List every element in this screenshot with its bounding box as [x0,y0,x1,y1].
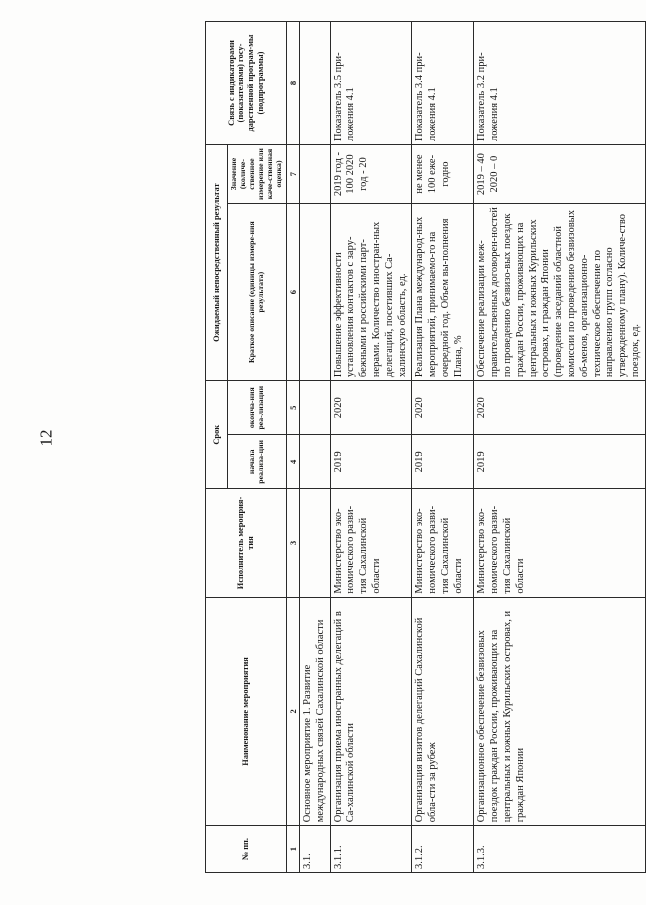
col-number: 8 [286,22,299,145]
row-end [300,381,331,435]
col-number: 3 [286,489,299,597]
col-number: 1 [286,826,299,873]
header-term-start: начала реализа-ции [228,435,287,489]
row-name: Основное мероприятие 1. Развитие международных связей Сахалинской области [300,597,331,826]
row-desc: Реализация Плана международ-ных мероприятий, принимаемо-го на очередной год. Объем вы-полнения Плана, % [412,204,474,381]
row-value: 2019 год - 100 2020 год - 20 [330,145,412,204]
row-name: Организация визитов делегаций Сахалинской обла-сти за рубеж [412,597,474,826]
row-link: Показатель 3.4 при-ложения 4.1 [412,22,474,145]
header-link: Связь с индикаторами (показателями) госу-дарственной програм-мы (подпрограммы) [206,22,287,145]
col-number: 2 [286,597,299,826]
column-number-row [286,22,299,873]
row-end: 2020 [330,381,412,435]
row-name: Организационное обеспечение безвизовых поездок граждан России, проживающих на центральных и южных Курильских островах, и граждан Японии [474,597,645,826]
row-desc [300,204,331,381]
row-executor: Министерство эко-номического разви-тия Сахалинской области [412,489,474,597]
row-value: 2019 – 40 2020 – 0 [474,145,645,204]
header-term: Срок [206,381,228,489]
header-result-value: Значение (количе-ственное измерение или каче-ственная оценка) [228,145,287,204]
col-number: 5 [286,381,299,435]
table-row [330,22,412,873]
row-value: не менее 100 еже-годно [412,145,474,204]
row-end: 2020 [474,381,645,435]
header-term-end: оконча-ния реа-лизации [228,381,287,435]
table-row [474,22,645,873]
row-link [300,22,331,145]
table-row [412,22,474,873]
row-executor [300,489,331,597]
row-start: 2019 [412,435,474,489]
header-result: Ожидаемый непосредственный результат [206,145,228,381]
row-num: 3.1.3. [474,826,645,873]
row-num: 3.1.1. [330,826,412,873]
row-executor: Министерство эко-номического разви-тия Сахалинской области [330,489,412,597]
header-executor: Исполнитель мероприя-тия [206,489,287,597]
col-number: 7 [286,145,299,204]
activities-table [205,21,646,873]
row-link: Показатель 3.5 при-ложения 4.1 [330,22,412,145]
header-num: № пп. [206,826,287,873]
rotated-table-sheet [205,21,642,873]
row-link: Показатель 3.2 при-ложения 4.1 [474,22,645,145]
col-number: 4 [286,435,299,489]
row-start [300,435,331,489]
row-desc: Повышение эффективности установления контактов с зару-бежными и российскими парт-нерами. Количество иностран-ных делегаций, посетивших Са-халинскую область, ед. [330,204,412,381]
row-num: 3.1. [300,826,331,873]
row-executor: Министерство эко-номического разви-тия Сахалинской области [474,489,645,597]
row-name: Организация приема иностранных делегаций в Са-халинской области [330,597,412,826]
row-start: 2019 [330,435,412,489]
row-end: 2020 [412,381,474,435]
row-start: 2019 [474,435,645,489]
table-row [300,22,331,873]
row-value [300,145,331,204]
page-number: 12 [36,429,56,447]
row-desc: Обеспечение реализации меж-правительственных договорен-ностей по проведению безвизо-вых поездок граждан России, проживающих на центральных и южных Курильских островах, и граждан Японии (проведение заседаний областной комиссии по проведению безвизовых об-менов, организационно-техническое обеспечение по направлению групп согласно утвержденному плану). Количе-ство поездок, ед. [474,204,645,381]
header-name: Наименование мероприятия [206,597,287,826]
col-number: 6 [286,204,299,381]
header-row [206,22,228,873]
row-num: 3.1.2. [412,826,474,873]
header-result-desc: Краткое описание (единицы измере-ния результата) [228,204,287,381]
